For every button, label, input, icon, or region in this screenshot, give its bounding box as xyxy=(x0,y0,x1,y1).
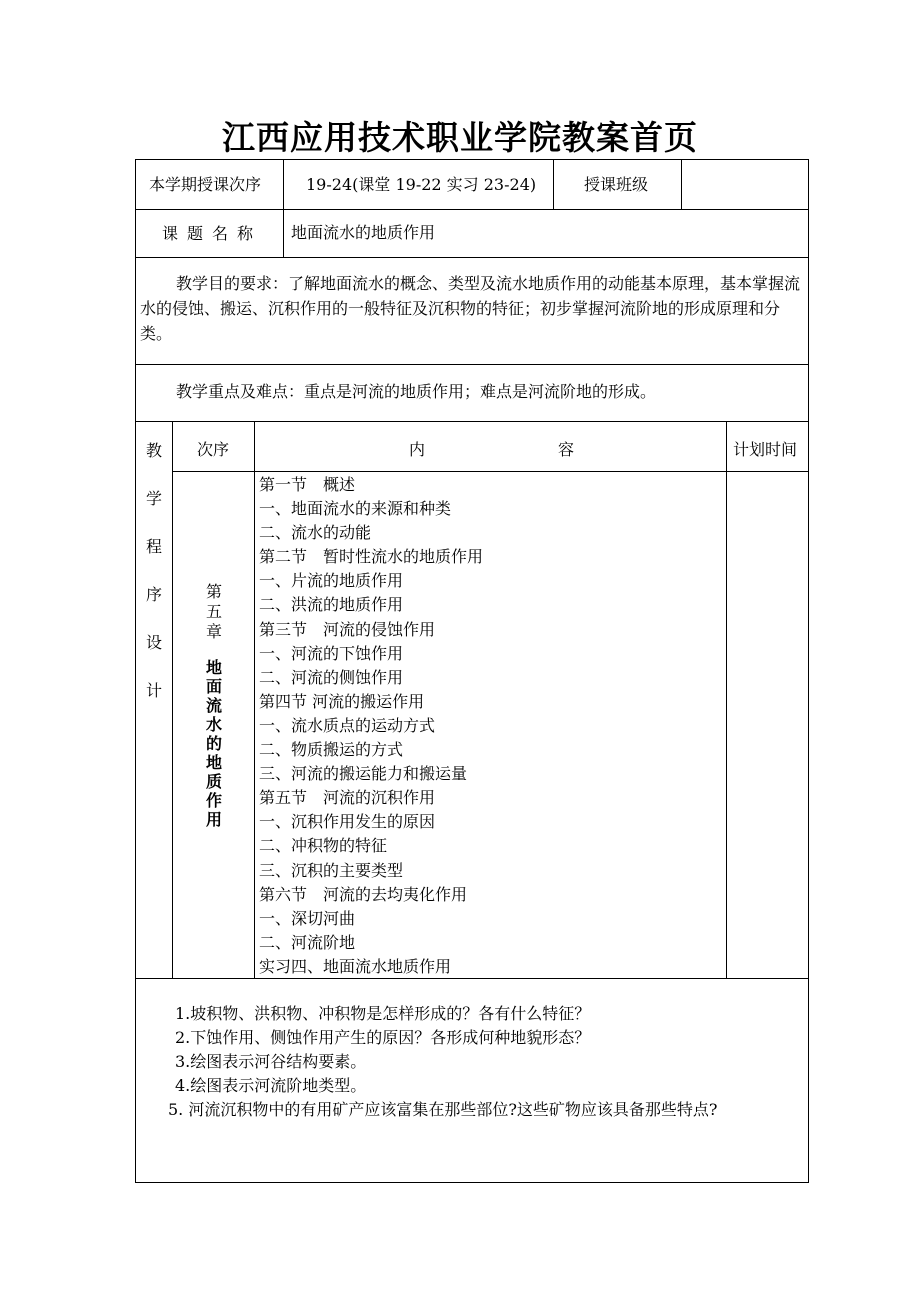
program-side-label xyxy=(135,438,173,726)
row-divider xyxy=(135,421,809,422)
outline-item: 一、沉积作用发生的原因 xyxy=(259,812,436,832)
key-points-text: 重点是河流的地质作用；难点是河流阶地的形成。 xyxy=(304,382,657,401)
chapter-title xyxy=(173,582,255,829)
topic-value: 地面流水的地质作用 xyxy=(291,223,436,242)
side-label-char: 序 xyxy=(145,585,162,604)
col-divider xyxy=(283,159,284,257)
term-order-label: 本学期授课次序 xyxy=(149,175,262,194)
content-column-header-a: 内 xyxy=(409,440,426,459)
table-border-bottom xyxy=(135,1182,809,1183)
outline-item: 第六节 河流的去均夷化作用 xyxy=(259,884,468,904)
chapter-number-char: 章 xyxy=(205,622,222,641)
outline-item: 第三节 河流的侵蚀作用 xyxy=(259,619,436,639)
row-divider xyxy=(135,364,809,365)
page-title: 江西应用技术职业学院教案首页 xyxy=(222,118,698,157)
chapter-name xyxy=(173,658,255,829)
outline-item: 二、流水的动能 xyxy=(259,523,372,543)
chapter-name-char: 质 xyxy=(205,772,222,791)
key-points-label: 教学重点及难点： xyxy=(176,382,305,401)
outline-item: 一、河流的下蚀作用 xyxy=(259,643,404,663)
col-divider xyxy=(553,159,554,209)
question-item: 5. 河流沉积物中的有用矿产应该富集在那些部位?这些矿物应该具备那些特点? xyxy=(168,1100,718,1119)
outline-item: 二、物质搬运的方式 xyxy=(259,740,404,760)
chapter-name-char: 的 xyxy=(205,734,222,753)
outline-item: 一、深切河曲 xyxy=(259,908,356,928)
row-divider xyxy=(172,471,809,472)
side-label-char: 设 xyxy=(145,633,162,652)
outline-item: 三、沉积的主要类型 xyxy=(259,860,404,880)
outline-item: 三、河流的搬运能力和搬运量 xyxy=(259,764,468,784)
chapter-name-char: 面 xyxy=(205,677,222,696)
side-label-char: 程 xyxy=(145,537,162,556)
outline-item: 实习四、地面流水地质作用 xyxy=(259,956,452,976)
teaching-objectives xyxy=(140,271,806,346)
topic-label: 课题名称 xyxy=(162,224,263,243)
chapter-name-char: 地 xyxy=(205,753,222,772)
row-divider xyxy=(135,257,809,258)
outline-item: 二、洪流的地质作用 xyxy=(259,595,404,615)
lesson-plan-table xyxy=(135,159,809,1183)
content-outline xyxy=(259,473,483,979)
chapter-name-char: 流 xyxy=(205,696,222,715)
row-divider xyxy=(135,209,809,210)
chapter-name-char: 作 xyxy=(205,791,222,810)
outline-item: 第二节 暂时性流水的地质作用 xyxy=(259,547,484,567)
class-label: 授课班级 xyxy=(584,175,649,194)
col-divider xyxy=(726,421,727,978)
col-divider xyxy=(681,159,682,209)
outline-item: 第四节 河流的搬运作用 xyxy=(259,691,425,711)
chapter-name-char: 水 xyxy=(205,715,222,734)
question-item: 4.绘图表示河流阶地类型。 xyxy=(175,1076,367,1095)
question-item: 1.坡积物、洪积物、冲积物是怎样形成的？各有什么特征？ xyxy=(175,1004,591,1023)
outline-item: 一、流水质点的运动方式 xyxy=(259,715,436,735)
order-column-header: 次序 xyxy=(197,440,230,459)
outline-item: 二、河流的侧蚀作用 xyxy=(259,667,404,687)
side-label-char: 计 xyxy=(145,681,162,700)
outline-item: 一、地面流水的来源和种类 xyxy=(259,499,452,519)
chapter-name-char: 地 xyxy=(205,658,222,677)
objectives-label: 教学目的要求： xyxy=(176,274,289,293)
key-points xyxy=(140,379,806,404)
time-column-header: 计划时间 xyxy=(733,440,798,459)
side-label-char: 学 xyxy=(145,489,162,508)
content-column-header-b: 容 xyxy=(558,440,575,459)
chapter-number-char: 五 xyxy=(205,602,222,621)
objectives-text: 了解地面流水的概念、类型及流水地质作用的动能基本原理，基本掌握流水的侵蚀、搬运、沉积作用的一般特征及沉积物的特征；初步掌握河流阶地的形成原理和分类。 xyxy=(140,274,801,343)
outline-item: 二、冲积物的特征 xyxy=(259,836,388,856)
side-label-char: 教 xyxy=(145,441,162,460)
chapter-name-char: 用 xyxy=(205,810,222,829)
term-order-value: 19-24(课堂 19-22 实习 23-24) xyxy=(306,175,537,194)
question-item: 3.绘图表示河谷结构要素。 xyxy=(175,1052,367,1071)
chapter-number xyxy=(173,582,255,642)
outline-item: 一、片流的地质作用 xyxy=(259,571,404,591)
outline-item: 第五节 河流的沉积作用 xyxy=(259,788,436,808)
question-item: 2.下蚀作用、侧蚀作用产生的原因？各形成何种地貌形态？ xyxy=(175,1028,591,1047)
chapter-number-char: 第 xyxy=(205,582,222,601)
table-border-top xyxy=(135,159,809,160)
table-border-right xyxy=(808,159,809,1183)
outline-item: 第一节 概述 xyxy=(259,475,356,494)
review-questions xyxy=(168,1002,718,1122)
outline-item: 二、河流阶地 xyxy=(259,932,356,952)
